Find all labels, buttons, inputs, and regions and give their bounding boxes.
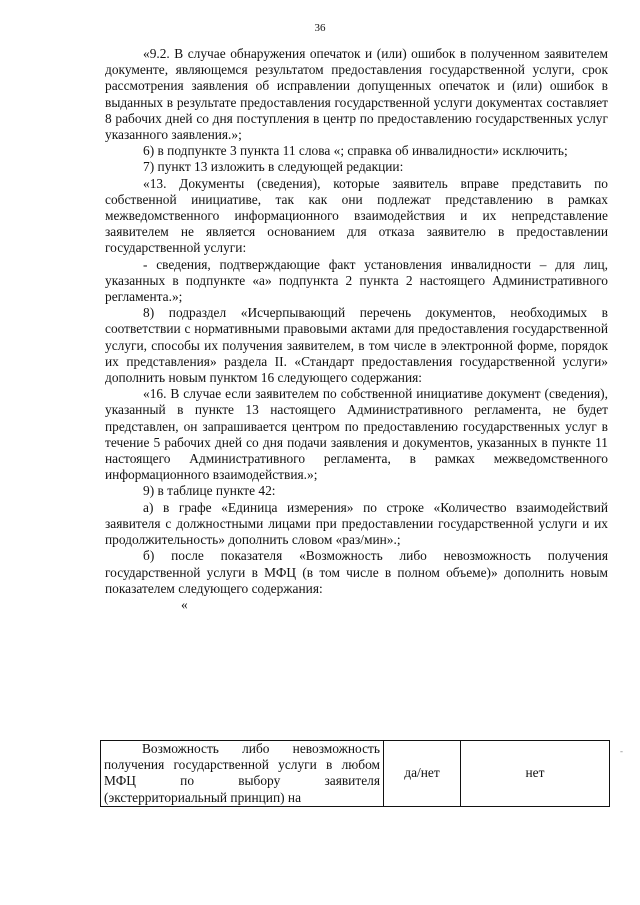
indicator-table bbox=[100, 740, 610, 807]
opening-quote: « bbox=[181, 596, 188, 612]
paragraph-item-7: 7) пункт 13 изложить в следующей редакции: bbox=[143, 159, 404, 175]
paragraph-item-9b: б) после показателя «Возможность либо невозможность получения государственной услуги в МФЦ (в том числе в полном объеме)» дополнить новым показателем следующего содержания: bbox=[105, 548, 608, 596]
unit-cell: да/нет bbox=[384, 741, 461, 807]
paragraph-item-9a: а) в графе «Единица измерения» по строке «Количество взаимодействий заявителя с должностными лицами при предоставлении государственной услуги и их продолжительность» дополнить словом «раз/мин».; bbox=[105, 499, 608, 548]
paragraph-item-9: 9) в таблице пункте 42: bbox=[143, 483, 276, 499]
document-body bbox=[105, 46, 608, 613]
paragraph-16: «16. В случае если заявителем по собственной инициативе документ (сведения), указанный в пункте 13 настоящего Административного регламента, не будет представлен, он запрашивается центром по предоставлению государственных услуг в течение 5 рабочих дней со дня подачи заявления и документов, указанных в пункте 11 настоящего Административного регламента, в рамках межведомственного информационного взаимодействия.»; bbox=[105, 386, 608, 483]
paragraph-item-6: 6) в подпункте 3 пункта 11 слова «; справка об инвалидности» исключить; bbox=[143, 143, 568, 159]
page-number: 36 bbox=[314, 22, 326, 34]
value-cell: нет bbox=[461, 741, 610, 807]
table-row bbox=[101, 741, 610, 807]
margin-mark: - bbox=[620, 746, 623, 756]
paragraph-13-bullet: - сведения, подтверждающие факт установления инвалидности – для лиц, указанных в подпункте «а» подпункта 2 пункта 2 настоящего Административного регламента.»; bbox=[105, 256, 608, 305]
paragraph-item-8: 8) подраздел «Исчерпывающий перечень документов, необходимых в соответствии с нормативными правовыми актами для предоставления государственной услуги, способы их получения заявителем, в том числе в электронной форме, порядок их представления» раздела II. «Стандарт предоставления государственной услуги» дополнить новым пунктом 16 следующего содержания: bbox=[105, 305, 608, 386]
indicator-name-cell: Возможность либо невозможность получения государственной услуги в любом МФЦ по выбору заявителя (экстерриториальный принцип) на bbox=[101, 741, 384, 807]
paragraph-9-2: «9.2. В случае обнаружения опечаток и (или) ошибок в полученном заявителем документе, являющемся результатом предоставления государственной услуги, срок рассмотрения заявления об исправлении допущенных опечаток и (или) ошибок в выданных в результате предоставления государственной услуги документах составляет 8 рабочих дней со дня поступления в центр по предоставлению государственных услуг указанного заявления.»; bbox=[105, 46, 608, 143]
paragraph-13: «13. Документы (сведения), которые заявитель вправе представить по собственной инициативе, так как они подлежат представлению в рамках межведомственного информационного взаимодействия и их непредставление заявителем не является основанием для отказа заявителю в предоставлении государственной услуги: bbox=[105, 175, 608, 256]
